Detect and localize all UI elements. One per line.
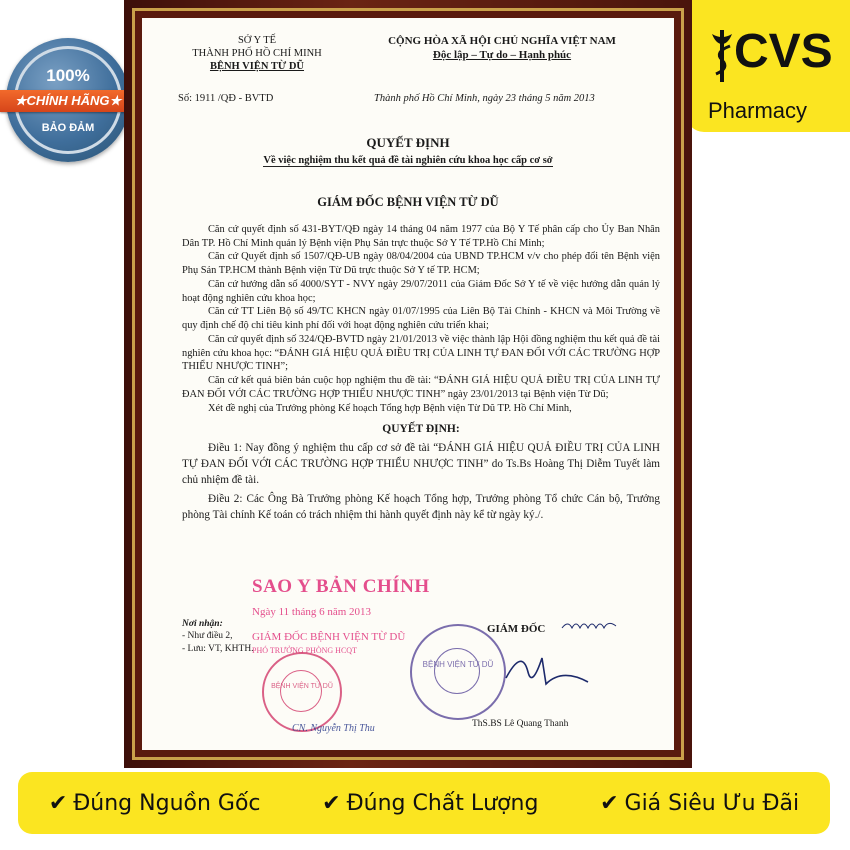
paragraph: Xét đề nghị của Trưởng phòng Kế hoạch Tổng hợp Bệnh viện Từ Dũ TP. Hồ Chí Minh, — [208, 402, 572, 414]
feature-label: Giá Siêu Ưu Đãi — [624, 790, 800, 816]
recipients — [182, 618, 254, 655]
feature-item — [322, 791, 538, 816]
hospital-seal — [410, 624, 506, 720]
cvs-logo — [686, 0, 850, 132]
decision-document — [142, 18, 674, 750]
header-line: CỘNG HÒA XÃ HỘI CHỦ NGHĨA VIỆT NAM — [388, 35, 616, 47]
feature-item — [49, 791, 261, 816]
guarantee-banner — [18, 772, 830, 834]
director-signature — [502, 638, 592, 698]
checkmark-icon: ✔ — [600, 790, 619, 816]
paragraph: Căn cứ quyết định số 324/QĐ-BVTD ngày 21/01/2013 về việc thành lập Hội đồng nghiệm thu kết quả đề tài nghiên cứu khoa học: “ĐÁNH GIÁ HIỆU QUẢ ĐIỀU TRỊ CỦA LINH TỰ ĐAN ĐỐI VỚI CÁC TRƯỜNG HỢP THIỂU NHƯỢC TINH”; — [182, 333, 660, 373]
copy-signer: CN. Nguyễn Thị Thu — [292, 723, 375, 734]
document-body — [182, 223, 660, 527]
national-header — [342, 34, 662, 63]
seal-text: BỆNH VIỆN TỪ DŨ — [422, 660, 494, 669]
document-subtitle — [142, 154, 674, 168]
copy-stamp-date: Ngày 11 tháng 6 năm 2013 — [252, 606, 372, 619]
decision-date: Thành phố Hồ Chí Minh, ngày 23 tháng 5 năm 2013 — [374, 93, 595, 104]
recipients-title: Nơi nhận: — [182, 619, 223, 629]
seal-inner-ring — [434, 648, 480, 694]
paragraph: Căn cứ kết quả biên bản cuộc họp nghiệm thu đề tài: “ĐÁNH GIÁ HIỆU QUẢ ĐIỀU TRỊ CỦA LINH TỰ ĐAN ĐỐI VỚI CÁC TRƯỜNG HỢP THIỂU NHƯỢC TINH” ngày 23/01/2013 tại Bệnh viện Từ Dũ; — [182, 375, 660, 400]
header-line: Độc lập – Tự do – Hạnh phúc — [432, 49, 572, 62]
copy-seal — [262, 652, 342, 732]
paragraph: Căn cứ hướng dẫn số 4000/SYT - NVY ngày 29/07/2011 của Giám Đốc Sở Y tế về việc hướng dẫn quản lý hoạt động nghiên cứu khoa học; — [182, 278, 660, 304]
document-title: QUYẾT ĐỊNH — [366, 135, 450, 150]
paragraph: Căn cứ Quyết định số 1507/QĐ-UB ngày 08/04/2004 của UBND TP.HCM v/v cho phép đổi tên Bệnh viện Phụ Sản TP.HCM thành Bệnh viện Từ Dũ trực thuộc Sở Y tế TP. HCM; — [182, 251, 660, 277]
subtitle-text: Về việc nghiệm thu kết quả đề tài nghiên cứu khoa học cấp cơ sở — [263, 155, 553, 166]
authentic-badge — [6, 38, 130, 162]
director-label: GIÁM ĐỐC — [487, 623, 546, 635]
decision-heading: QUYẾT ĐỊNH: — [382, 423, 460, 436]
checkmark-icon: ✔ — [322, 790, 341, 816]
checkmark-icon: ✔ — [48, 790, 68, 816]
copy-seal-text: BỆNH VIỆN TỪ DŨ — [271, 683, 333, 690]
copy-stamp-director: GIÁM ĐỐC BỆNH VIỆN TỪ DŨ — [252, 630, 406, 643]
issuer-title: GIÁM ĐỐC BỆNH VIỆN TỪ DŨ — [317, 195, 499, 209]
feature-item — [600, 791, 799, 816]
feature-label: Đúng Nguồn Gốc — [73, 790, 261, 816]
header-line: THÀNH PHỐ HỒ CHÍ MINH — [192, 48, 322, 60]
issuer-header — [182, 34, 332, 73]
recipient-line: - Lưu: VT, KHTH. — [182, 643, 254, 654]
decision-number: Số: 1911 /QĐ - BVTD — [178, 93, 274, 104]
signer-name: ThS.BS Lê Quang Thanh — [472, 719, 569, 729]
article-2: Điều 2: Các Ông Bà Trưởng phòng Kế hoạch Tổng hợp, Trưởng phòng Tổ chức Cán bộ, Trưởng phòng Tài chính Kế toán có trách nhiệm thi hành quyết định này kể từ ngày ký./. — [182, 493, 660, 522]
article-1: Điều 1: Nay đồng ý nghiệm thu cấp cơ sở đề tài “ĐÁNH GIÁ HIỆU QUẢ ĐIỀU TRỊ CỦA LINH TỰ ĐAN ĐỐI VỚI CÁC TRƯỜNG HỢP THIỂU NHƯỢC TINH” do Ts.Bs Hoàng Thị Diễm Tuyết làm chủ nhiệm đề tài. — [182, 442, 660, 487]
badge-ribbon: ★CHÍNH HÃNG★ — [0, 90, 136, 112]
badge-percent: 100% — [46, 66, 90, 85]
picture-frame — [124, 0, 692, 768]
paragraph: Căn cứ TT Liên Bộ số 49/TC KHCN ngày 01/07/1995 của Liên Bộ Tài Chính - KHCN và Môi Trường về quy định chế độ chi tiêu kinh phí đối với hoạt động nghiên cứu triển khai; — [182, 306, 660, 332]
header-line: BỆNH VIỆN TỪ DŨ — [209, 61, 305, 73]
recipient-line: - Như điều 2, — [182, 631, 233, 642]
logo-sub: Pharmacy — [708, 98, 808, 123]
logo-brand: CVS — [734, 25, 833, 78]
copy-stamp-sub: PHÓ TRƯỞNG PHÒNG HCQT — [252, 646, 357, 656]
certified-copy-stamp — [252, 574, 430, 657]
paragraph: Căn cứ quyết định số 431-BYT/QĐ ngày 14 tháng 04 năm 1977 của Bộ Y Tế phân cấp cho Ủy Ban Nhân Dân TP. Hồ Chí Minh quản lý Bệnh viện Phụ Sản trực thuộc Sở Y Tế TP.Hồ Chí Minh; — [182, 224, 660, 249]
header-line: SỞ Y TẾ — [237, 35, 277, 46]
badge-bottom-text: BẢO ĐẢM — [41, 122, 95, 134]
articles — [182, 441, 660, 524]
copy-stamp-title: SAO Y BẢN CHÍNH — [252, 576, 430, 597]
initials-signature — [560, 618, 620, 632]
feature-label: Đúng Chất Lượng — [346, 790, 539, 816]
